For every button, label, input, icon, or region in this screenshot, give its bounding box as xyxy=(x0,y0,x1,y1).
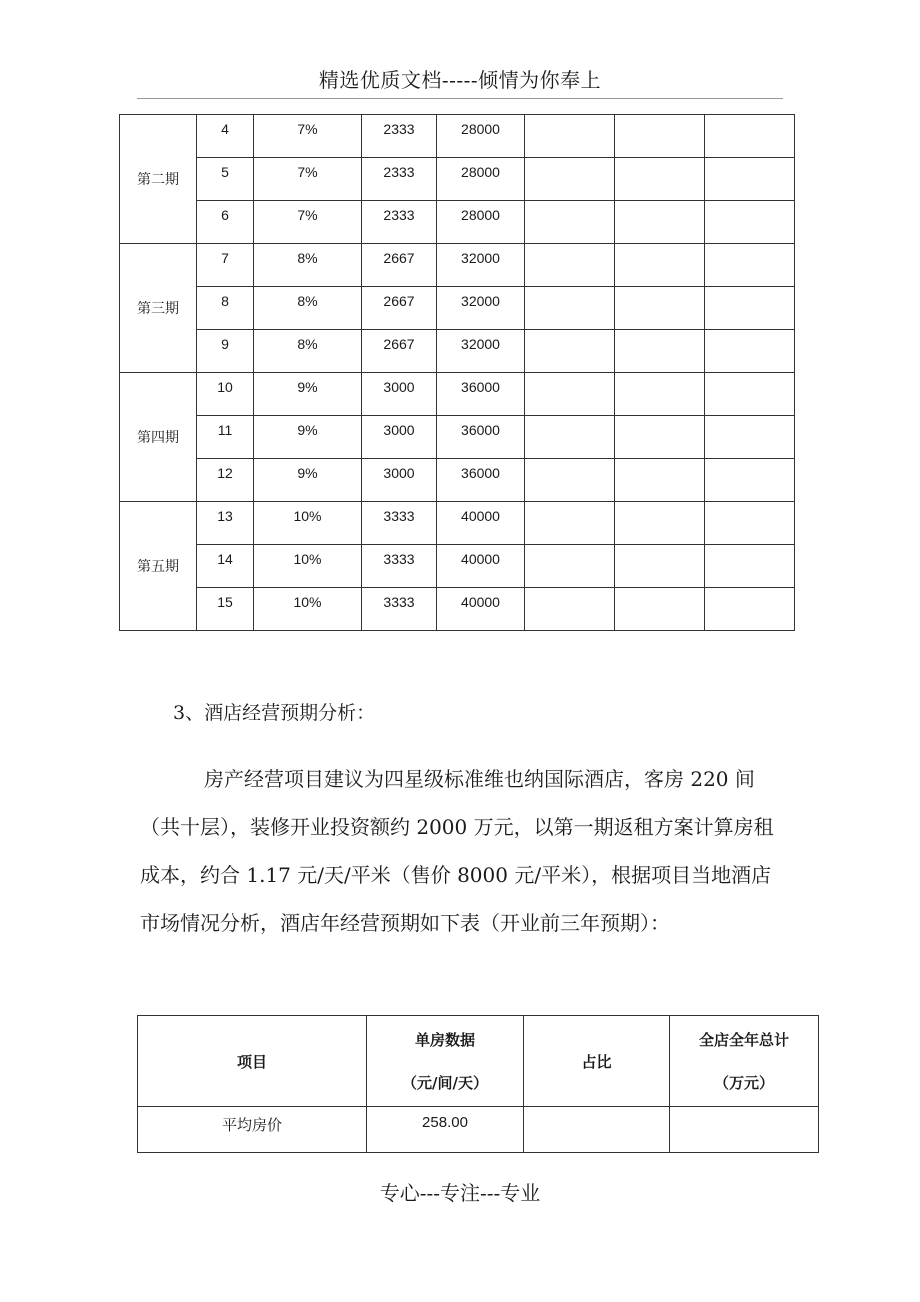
period-number-cell: 4 xyxy=(197,115,254,158)
empty-cell xyxy=(615,158,705,201)
empty-cell xyxy=(525,588,615,631)
returns-row xyxy=(120,158,795,201)
empty-cell xyxy=(525,201,615,244)
annual-rent-cell: 36000 xyxy=(437,416,525,459)
forecast-row-per-room: 258.00 xyxy=(367,1107,524,1153)
rate-cell: 8% xyxy=(254,330,362,373)
rate-cell: 9% xyxy=(254,459,362,502)
empty-cell xyxy=(615,416,705,459)
page-footer: 专心---专注---专业 xyxy=(379,1181,541,1205)
annual-rent-cell: 28000 xyxy=(437,158,525,201)
forecast-row xyxy=(138,1107,819,1153)
empty-cell xyxy=(525,330,615,373)
period-number-cell: 10 xyxy=(197,373,254,416)
annual-rent-cell: 40000 xyxy=(437,588,525,631)
period-label: 第四期 xyxy=(120,373,197,502)
returns-row xyxy=(120,287,795,330)
returns-row xyxy=(120,373,795,416)
period-number-cell: 12 xyxy=(197,459,254,502)
empty-cell xyxy=(615,373,705,416)
period-label: 第五期 xyxy=(120,502,197,631)
annual-rent-cell: 32000 xyxy=(437,287,525,330)
header-total-line1: 全店全年总计 xyxy=(698,1031,789,1049)
monthly-rent-cell: 2333 xyxy=(362,115,437,158)
period-label: 第三期 xyxy=(120,244,197,373)
empty-cell xyxy=(615,287,705,330)
empty-cell xyxy=(705,416,795,459)
monthly-rent-cell: 2667 xyxy=(362,330,437,373)
rate-cell: 9% xyxy=(254,416,362,459)
empty-cell xyxy=(525,416,615,459)
returns-row xyxy=(120,201,795,244)
empty-cell xyxy=(525,545,615,588)
monthly-rent-cell: 3333 xyxy=(362,588,437,631)
monthly-rent-cell: 3333 xyxy=(362,502,437,545)
annual-rent-cell: 40000 xyxy=(437,545,525,588)
period-number-cell: 9 xyxy=(197,330,254,373)
forecast-header-row xyxy=(138,1016,819,1107)
header-per-room-line2: （元/间/天） xyxy=(402,1074,488,1092)
empty-cell xyxy=(615,545,705,588)
returns-row xyxy=(120,545,795,588)
empty-cell xyxy=(615,459,705,502)
section-title: 3、酒店经营预期分析： xyxy=(173,702,376,724)
monthly-rent-cell: 3000 xyxy=(362,416,437,459)
period-number-cell: 15 xyxy=(197,588,254,631)
monthly-rent-cell: 3333 xyxy=(362,545,437,588)
empty-cell xyxy=(705,287,795,330)
rate-cell: 9% xyxy=(254,373,362,416)
monthly-rent-cell: 2333 xyxy=(362,201,437,244)
empty-cell xyxy=(615,588,705,631)
annual-rent-cell: 32000 xyxy=(437,330,525,373)
annual-rent-cell: 36000 xyxy=(437,373,525,416)
period-number-cell: 5 xyxy=(197,158,254,201)
empty-cell xyxy=(705,545,795,588)
monthly-rent-cell: 3000 xyxy=(362,373,437,416)
forecast-row-item: 平均房价 xyxy=(138,1107,367,1153)
rate-cell: 10% xyxy=(254,502,362,545)
returns-table xyxy=(119,114,795,631)
empty-cell xyxy=(615,330,705,373)
monthly-rent-cell: 2667 xyxy=(362,244,437,287)
annual-rent-cell: 32000 xyxy=(437,244,525,287)
empty-cell xyxy=(705,502,795,545)
empty-cell xyxy=(705,244,795,287)
empty-cell xyxy=(615,115,705,158)
rate-cell: 8% xyxy=(254,244,362,287)
returns-row xyxy=(120,115,795,158)
period-number-cell: 13 xyxy=(197,502,254,545)
monthly-rent-cell: 3000 xyxy=(362,459,437,502)
header-per-room xyxy=(367,1016,524,1107)
empty-cell xyxy=(525,244,615,287)
returns-row xyxy=(120,244,795,287)
rate-cell: 7% xyxy=(254,115,362,158)
empty-cell xyxy=(705,201,795,244)
annual-rent-cell: 36000 xyxy=(437,459,525,502)
forecast-table xyxy=(137,1015,819,1153)
empty-cell xyxy=(705,588,795,631)
empty-cell xyxy=(525,373,615,416)
empty-cell xyxy=(525,158,615,201)
rate-cell: 7% xyxy=(254,201,362,244)
empty-cell xyxy=(705,330,795,373)
empty-cell xyxy=(615,502,705,545)
section-paragraph: 房产经营项目建议为四星级标准维也纳国际酒店，客房 220 间（共十层），装修开业投资额约 2000 万元，以第一期返租方案计算房租成本，约合 1.17 元/天/平米（售价 8000 元/平米），根据项目当地酒店市场情况分析，酒店年经营预期如下表（开业前三年预期）： xyxy=(140,767,774,935)
empty-cell xyxy=(705,158,795,201)
returns-row xyxy=(120,416,795,459)
rate-cell: 8% xyxy=(254,287,362,330)
header-item: 项目 xyxy=(138,1016,367,1107)
empty-cell xyxy=(525,459,615,502)
annual-rent-cell: 28000 xyxy=(437,201,525,244)
header-ratio: 占比 xyxy=(524,1016,670,1107)
header-total-line2: （万元） xyxy=(713,1074,774,1092)
annual-rent-cell: 28000 xyxy=(437,115,525,158)
returns-row xyxy=(120,459,795,502)
page-header: 精选优质文档-----倾情为你奉上 xyxy=(318,68,602,92)
period-number-cell: 8 xyxy=(197,287,254,330)
empty-cell xyxy=(705,459,795,502)
forecast-row-ratio xyxy=(524,1107,670,1153)
empty-cell xyxy=(615,244,705,287)
rate-cell: 10% xyxy=(254,545,362,588)
annual-rent-cell: 40000 xyxy=(437,502,525,545)
empty-cell xyxy=(525,287,615,330)
rate-cell: 10% xyxy=(254,588,362,631)
empty-cell xyxy=(525,502,615,545)
period-number-cell: 6 xyxy=(197,201,254,244)
empty-cell xyxy=(615,201,705,244)
empty-cell xyxy=(705,115,795,158)
returns-row xyxy=(120,330,795,373)
returns-row xyxy=(120,588,795,631)
period-number-cell: 7 xyxy=(197,244,254,287)
monthly-rent-cell: 2333 xyxy=(362,158,437,201)
rate-cell: 7% xyxy=(254,158,362,201)
forecast-row-total xyxy=(670,1107,819,1153)
empty-cell xyxy=(525,115,615,158)
period-number-cell: 14 xyxy=(197,545,254,588)
header-total xyxy=(670,1016,819,1107)
period-label: 第二期 xyxy=(120,115,197,244)
returns-row xyxy=(120,502,795,545)
empty-cell xyxy=(705,373,795,416)
monthly-rent-cell: 2667 xyxy=(362,287,437,330)
header-per-room-line1: 单房数据 xyxy=(414,1031,475,1049)
header-rule xyxy=(137,98,783,99)
period-number-cell: 11 xyxy=(197,416,254,459)
